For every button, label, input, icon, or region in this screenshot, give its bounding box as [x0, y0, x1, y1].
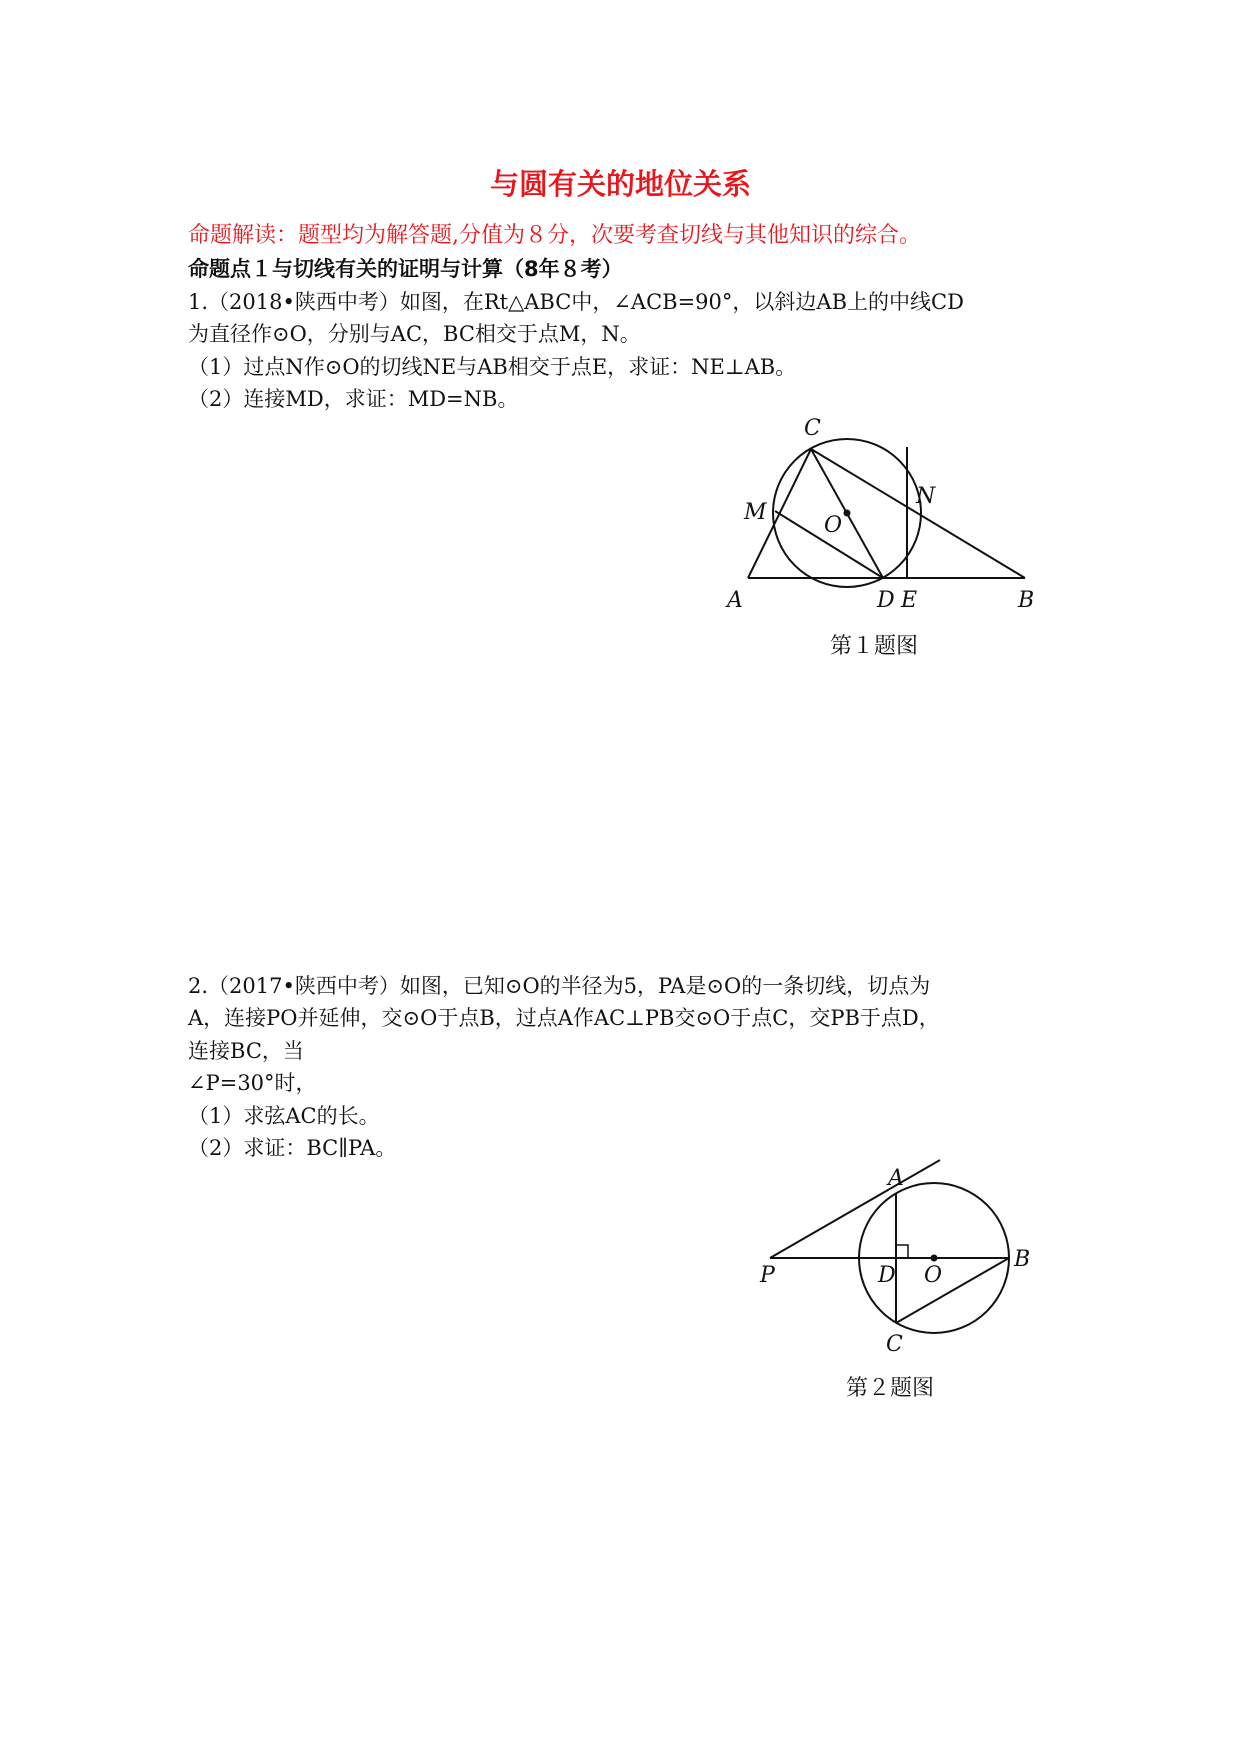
label-b: B	[1018, 588, 1035, 613]
problem-2-line-4: ∠P=30°时，	[188, 1071, 317, 1095]
label-n: N	[916, 484, 936, 509]
center-dot-o	[931, 1255, 938, 1262]
problem-2-line-3: 连接BC，当	[188, 1039, 304, 1063]
figure-2-caption: 第２题图	[846, 1376, 935, 1401]
label-c: C	[804, 416, 821, 441]
problem-1-question-2: （2）连接MD，求证：MD=NB。	[188, 387, 519, 411]
tangent-pa	[770, 1160, 940, 1258]
label-o: O	[824, 513, 843, 538]
label-d: D	[878, 1263, 896, 1288]
label-a: A	[727, 588, 743, 613]
section-heading: 命题点１与切线有关的证明与计算（8年８考）	[188, 257, 623, 281]
problem-2-line-2: A，连接PO并延伸，交⊙O于点B，过点A作AC⊥PB交⊙O于点C，交PB于点D，	[188, 1006, 940, 1030]
problem-2-line-1: 2.（2017•陕西中考）如图，已知⊙O的半径为5，PA是⊙O的一条切线，切点为	[188, 974, 931, 998]
problem-1-figure	[720, 415, 1060, 665]
center-dot-o	[844, 510, 851, 517]
segment-bc	[811, 449, 1025, 578]
problem-2-figure	[760, 1155, 1060, 1415]
label-a: A	[888, 1166, 904, 1191]
label-m: M	[744, 500, 767, 525]
label-d: D	[877, 588, 895, 613]
label-c: C	[886, 1332, 903, 1357]
intro-text: 命题解读：题型均为解答题,分值为８分，次要考查切线与其他知识的综合。	[188, 223, 921, 248]
figure-1-caption: 第１题图	[830, 634, 919, 659]
label-e: E	[901, 588, 918, 613]
problem-1-question-1: （1）过点N作⊙O的切线NE与AB相交于点E，求证：NE⊥AB。	[188, 355, 797, 379]
problem-1-line-1: 1.（2018•陕西中考）如图，在Rt△ABC中，∠ACB=90°，以斜边AB上的中线CD	[188, 290, 964, 314]
problem-1-line-2: 为直径作⊙O，分别与AC，BC相交于点M，N。	[188, 322, 641, 346]
problem-2-question-1: （1）求弦AC的长。	[188, 1104, 380, 1128]
page-title: 与圆有关的地位关系	[489, 167, 751, 201]
segment-bc	[896, 1258, 1009, 1323]
label-b: B	[1014, 1247, 1031, 1272]
right-angle-mark	[896, 1245, 908, 1258]
problem-2-question-2: （2）求证：BC∥PA。	[188, 1136, 397, 1160]
problem-2-diagram	[760, 1155, 1060, 1415]
label-o: O	[924, 1263, 943, 1288]
label-p: P	[760, 1263, 775, 1288]
problem-1-diagram	[720, 415, 1060, 665]
